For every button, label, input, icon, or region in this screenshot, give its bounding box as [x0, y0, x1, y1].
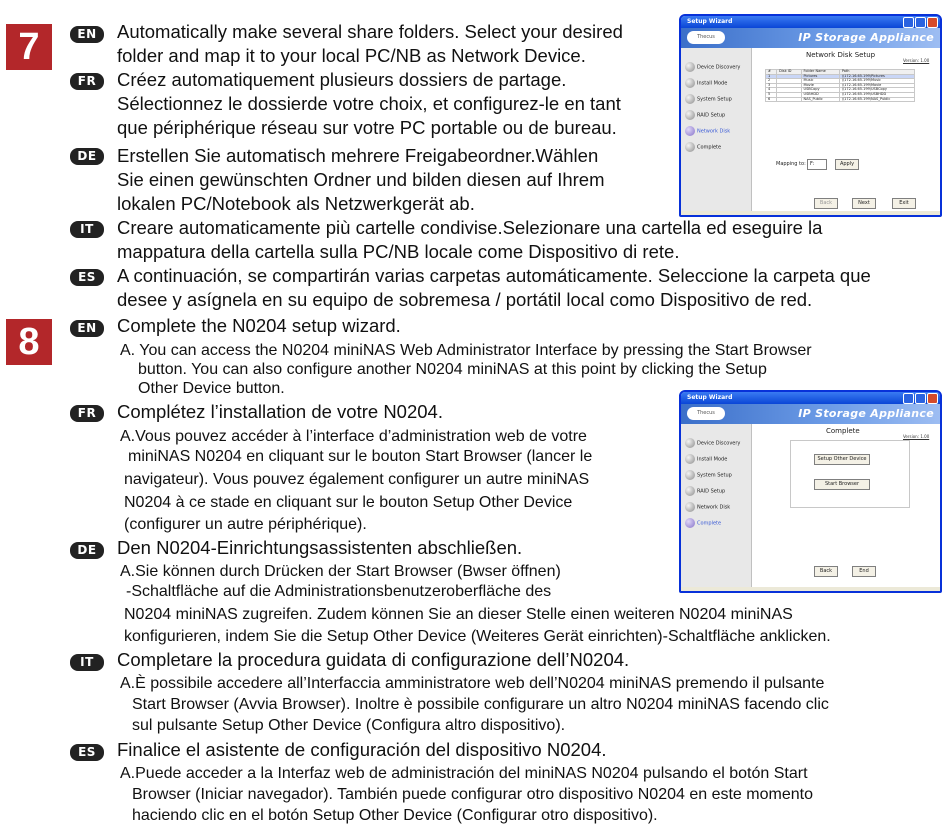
- lang-badge-fr: FR: [70, 73, 104, 90]
- back-button[interactable]: Back: [814, 566, 838, 577]
- minimize-icon[interactable]: [903, 393, 914, 404]
- nav-raid-setup[interactable]: RAID Setup: [685, 110, 725, 120]
- step8-it-line-2: Start Browser (Avvia Browser). Inoltre è possibile configurare un altro N0204 miniNAS facendo clic: [132, 696, 829, 713]
- step7-fr-line-1: Créez automatiquement plusieurs dossiers de partage.: [117, 69, 567, 90]
- step8-es-heading: Finalice el asistente de configuración del dispositivo N0204.: [117, 739, 607, 760]
- page-title: Network Disk Setup: [806, 51, 876, 59]
- close-icon[interactable]: [927, 393, 938, 404]
- lang-badge-de: DE: [70, 148, 104, 165]
- step-8-number: 8: [6, 319, 52, 365]
- radio-icon: [685, 94, 695, 104]
- nav-raid-setup[interactable]: RAID Setup: [685, 486, 725, 496]
- table-cell: \\172.16.65.199\Pictures: [839, 74, 914, 79]
- lang-badge-en: EN: [70, 26, 104, 43]
- step8-de-line-3: N0204 miniNAS zugreifen. Zudem können Sie an dieser Stelle einen weiteren N0204 miniNAS: [124, 606, 793, 623]
- nav-network-disk[interactable]: Network Disk: [685, 126, 730, 136]
- column-header: Disk ID: [777, 70, 801, 75]
- step8-it-heading: Completare la procedura guidata di configurazione dell’N0204.: [117, 649, 630, 670]
- radio-icon: [685, 438, 695, 448]
- radio-icon: [685, 470, 695, 480]
- step7-de-line-2: Sie einen gewünschten Ordner und bilden diesen auf Ihrem: [117, 169, 605, 190]
- step8-es-line-2: Browser (Iniciar navegador). También puede configurar otro dispositivo N0204 en este momento: [132, 786, 813, 803]
- table-cell: 2: [766, 79, 777, 84]
- step7-es-line-1: A continuación, se compartirán varias carpetas automáticamente. Seleccione la carpeta que: [117, 265, 871, 286]
- step7-de-line-1: Erstellen Sie automatisch mehrere Freigabeordner.Wählen: [117, 145, 599, 166]
- table-cell: \\172.16.65.199\NAS_Public: [839, 97, 914, 102]
- wizard-screenshot-complete: [679, 390, 942, 593]
- table-cell: 6: [766, 97, 777, 102]
- maximize-icon[interactable]: [915, 17, 926, 28]
- table-cell: USBCopy: [801, 88, 839, 93]
- radio-icon: [685, 486, 695, 496]
- step7-de-line-3: lokalen PC/Notebook als Netzwerkgerät ab.: [117, 193, 475, 214]
- column-header: #: [766, 70, 777, 75]
- version-link[interactable]: Version: 1.00: [903, 434, 930, 439]
- lang-badge-es: ES: [70, 744, 104, 761]
- drive-letter-value: F:: [810, 161, 815, 167]
- step8-fr-line-1: A.Vous pouvez accéder à l’interface d’administration web de votre: [120, 428, 587, 445]
- page-title: Complete: [826, 427, 860, 435]
- wizard-header: [681, 28, 940, 48]
- wizard-sidebar: [681, 424, 752, 587]
- nav-complete[interactable]: Complete: [685, 142, 721, 152]
- step8-it-line-3: sul pulsante Setup Other Device (Configura altro dispositivo).: [132, 717, 566, 734]
- radio-icon: [685, 78, 695, 88]
- nav-device-discovery[interactable]: Device Discovery: [685, 438, 740, 448]
- wizard-titlebar: [681, 392, 940, 404]
- radio-icon: [685, 110, 695, 120]
- lang-badge-en: EN: [70, 320, 104, 337]
- start-browser-button[interactable]: Start Browser: [814, 479, 870, 490]
- share-folders-table: [765, 69, 915, 102]
- table-cell: 5: [766, 92, 777, 97]
- radio-icon: [685, 142, 695, 152]
- step8-en-heading: Complete the N0204 setup wizard.: [117, 315, 401, 336]
- nav-install-mode[interactable]: Install Mode: [685, 78, 727, 88]
- step8-es-line-3: haciendo clic en el botón Setup Other Device (Configurar otro dispositivo).: [132, 807, 658, 824]
- step7-fr-line-2: Sélectionnez le dossierde votre choix, et configurez-le en tant: [117, 93, 621, 114]
- table-cell: \\172.16.65.199\Music: [839, 79, 914, 84]
- step8-es-line-1: A.Puede acceder a la Interfaz web de administración del miniNAS N0204 pulsando el botón Start: [120, 765, 808, 782]
- apply-button[interactable]: Apply: [835, 159, 859, 170]
- version-link[interactable]: Version: 1.00: [903, 58, 930, 63]
- lang-badge-it: IT: [70, 654, 104, 671]
- nav-complete[interactable]: Complete: [685, 518, 721, 528]
- wizard-body: [681, 424, 940, 587]
- window-title: Setup Wizard: [687, 18, 733, 25]
- step7-es-line-2: desee y asígnela en su equipo de sobremesa / portátil local como Dispositivo de red.: [117, 289, 813, 310]
- nav-system-setup[interactable]: System Setup: [685, 94, 732, 104]
- table-cell: USBHDD: [801, 92, 839, 97]
- setup-other-device-button[interactable]: Setup Other Device: [814, 454, 870, 465]
- step8-de-line-4: konfigurieren, indem Sie die Setup Other Device (Weiteres Gerät einrichten)-Schaltfläche anklicken.: [124, 628, 831, 645]
- table-cell: \\172.16.65.199\USBHDD: [839, 92, 914, 97]
- lang-badge-it: IT: [70, 221, 104, 238]
- nav-install-mode[interactable]: Install Mode: [685, 454, 727, 464]
- lang-badge-fr: FR: [70, 405, 104, 422]
- table-cell: 3: [766, 83, 777, 88]
- close-icon[interactable]: [927, 17, 938, 28]
- maximize-icon[interactable]: [915, 393, 926, 404]
- window-controls: [903, 393, 938, 404]
- step7-it-line-1: Creare automaticamente più cartelle condivise.Selezionare una cartella ed eseguire la: [117, 217, 823, 238]
- radio-icon: [685, 454, 695, 464]
- step-7-number: 7: [6, 24, 52, 70]
- lang-badge-es: ES: [70, 269, 104, 286]
- step8-fr-heading: Complétez l’installation de votre N0204.: [117, 401, 443, 422]
- step8-fr-line-3: navigateur). Vous pouvez également configurer un autre miniNAS: [124, 471, 590, 488]
- step8-en-line-1: A. You can access the N0204 miniNAS Web Administrator Interface by pressing the Start Browser: [120, 342, 812, 359]
- nav-network-disk[interactable]: Network Disk: [685, 502, 730, 512]
- drive-letter-select[interactable]: [807, 159, 827, 170]
- wizard-body: [681, 48, 940, 211]
- end-button[interactable]: End: [852, 566, 876, 577]
- window-title: Setup Wizard: [687, 394, 733, 401]
- step7-it-line-2: mappatura della cartella sulla PC/NB locale come Dispositivo di rete.: [117, 241, 680, 262]
- nav-device-discovery[interactable]: Device Discovery: [685, 62, 740, 72]
- window-controls: [903, 17, 938, 28]
- step7-en-line-2: folder and map it to your local PC/NB as Network Device.: [117, 45, 586, 66]
- step8-en-line-3: Other Device button.: [138, 380, 285, 397]
- table-cell: [777, 97, 801, 102]
- exit-button[interactable]: Exit: [892, 198, 916, 209]
- table-cell: NAS_Public: [801, 97, 839, 102]
- step8-en-line-2: button. You can also configure another N0204 miniNAS at this point by clicking the Setup: [138, 361, 767, 378]
- step8-fr-line-4: N0204 à ce stade en cliquant sur le bouton Setup Other Device: [124, 494, 573, 511]
- back-button[interactable]: Back: [814, 198, 838, 209]
- table-cell: \\172.16.65.199\USBCopy: [839, 88, 914, 93]
- complete-panel: [790, 440, 910, 508]
- table-cell: Pictures: [801, 74, 839, 79]
- step8-de-line-1: A.Sie können durch Drücken der Start Browser (Bwser öffnen): [120, 563, 561, 580]
- wizard-titlebar: [681, 16, 940, 28]
- radio-icon: [685, 62, 695, 72]
- radio-icon: [685, 518, 695, 528]
- table-cell: Music: [801, 79, 839, 84]
- step8-de-line-2: -Schaltfläche auf die Administrationsbenutzeroberfläche des: [126, 583, 552, 600]
- wizard-sidebar: [681, 48, 752, 211]
- table-cell: 1: [766, 74, 777, 79]
- table-row[interactable]: [766, 97, 915, 102]
- brand-title: IP Storage Appliance: [798, 31, 934, 44]
- radio-icon: [685, 126, 695, 136]
- thecus-logo: Thecus: [687, 407, 725, 420]
- thecus-logo: Thecus: [687, 31, 725, 44]
- table-cell: \\172.16.65.199\Movie: [839, 83, 914, 88]
- lang-badge-de: DE: [70, 542, 104, 559]
- step7-en-line-1: Automatically make several share folders. Select your desired: [117, 21, 623, 42]
- table-cell: Movie: [801, 83, 839, 88]
- step8-fr-line-2: miniNAS N0204 en cliquant sur le bouton Start Browser (lancer le: [128, 448, 593, 465]
- next-button[interactable]: Next: [852, 198, 876, 209]
- brand-title: IP Storage Appliance: [798, 407, 934, 420]
- radio-icon: [685, 502, 695, 512]
- column-header: Path: [839, 70, 914, 75]
- wizard-header: [681, 404, 940, 424]
- column-header: Folder Name: [801, 70, 839, 75]
- minimize-icon[interactable]: [903, 17, 914, 28]
- step8-it-line-1: A.È possibile accedere all’Interfaccia amministratore web dell’N0204 miniNAS premendo il pulsante: [120, 675, 825, 692]
- mapping-label: Mapping to:: [776, 161, 806, 167]
- step7-fr-line-3: que périphérique réseau sur votre PC portable ou de bureau.: [117, 117, 617, 138]
- step8-de-heading: Den N0204-Einrichtungsassistenten abschließen.: [117, 537, 523, 558]
- nav-system-setup[interactable]: System Setup: [685, 470, 732, 480]
- step8-fr-line-5: (configurer un autre périphérique).: [124, 516, 367, 533]
- table-cell: 4: [766, 88, 777, 93]
- wizard-screenshot-network-disk: [679, 14, 942, 217]
